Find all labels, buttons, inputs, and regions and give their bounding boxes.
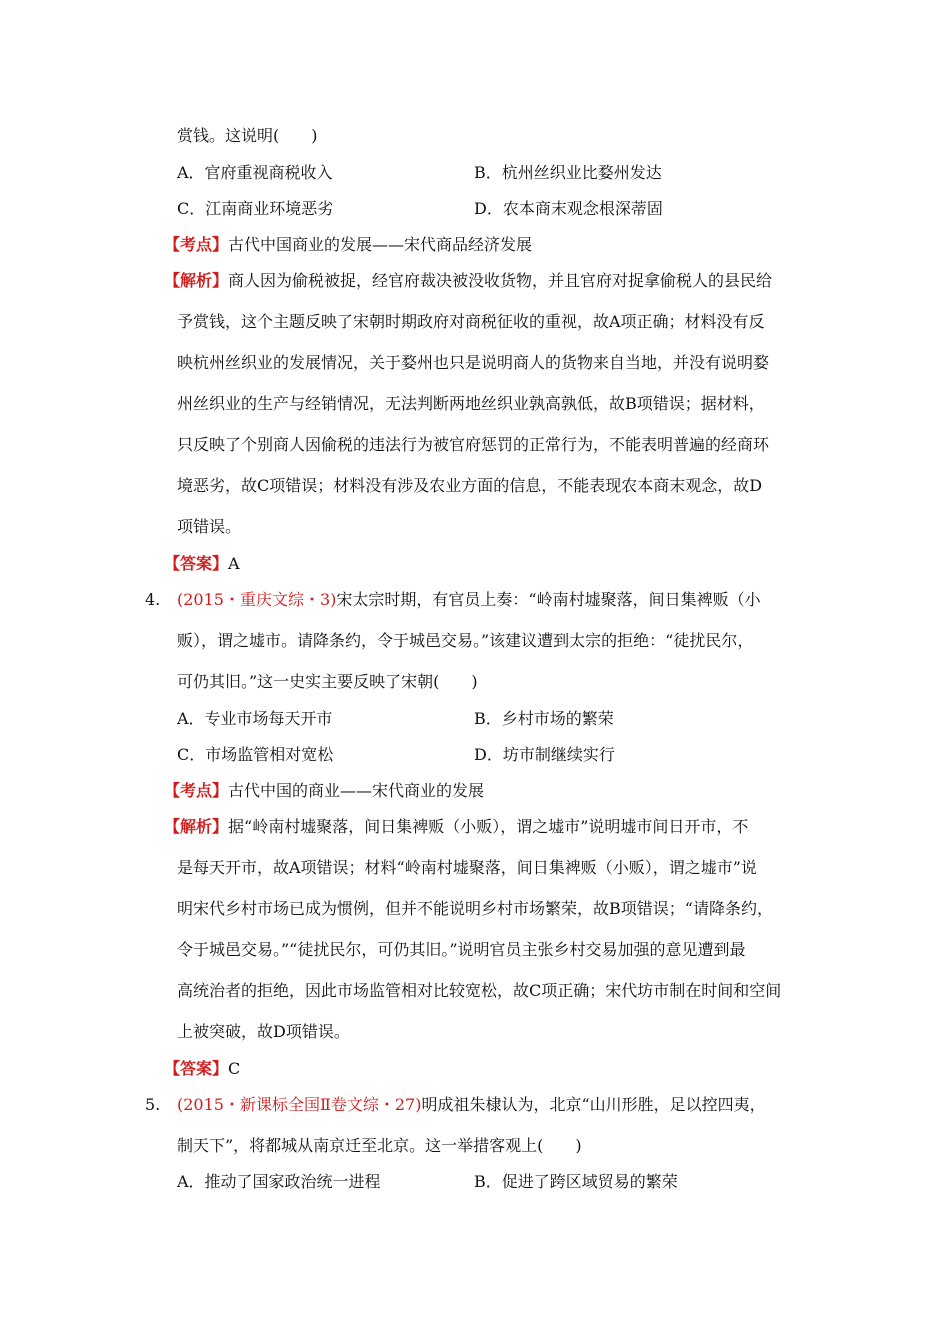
jiexi-line: 据“岭南村墟聚落，间日集裨贩（小贩），谓之墟市”说明墟市间日开市，不: [228, 817, 749, 836]
kaodian-tag: 【考点】: [164, 781, 229, 800]
q5-option-b: B．促进了跨区域贸易的繁荣: [474, 1172, 678, 1191]
jiexi-tag: 【解析】: [164, 271, 229, 290]
q3-option-a: A．官府重视商税收入: [177, 163, 333, 182]
q3-option-d: D．农本商末观念根深蒂固: [474, 199, 663, 218]
q5-source: (2015・新课标全国Ⅱ卷文综・27): [177, 1095, 422, 1114]
jiexi-line: 上被突破，故D项错误。: [177, 1022, 350, 1041]
q4-option-a: A．专业市场每天开市: [177, 709, 333, 728]
q4-stem-line: 宋太宗时期，有官员上奏：“岭南村墟聚落，间日集裨贩（小: [336, 590, 761, 609]
jiexi-line: 项错误。: [177, 517, 242, 536]
answer-value: A: [228, 554, 240, 573]
q4-jiexi-first: [164, 817, 748, 837]
q4-stem-first: [177, 590, 761, 610]
jiexi-line: 只反映了个别商人因偷税的违法行为被官府惩罚的正常行为，不能表明普遍的经商环: [177, 435, 770, 454]
kaodian-tag: 【考点】: [164, 235, 229, 254]
jiexi-line: 明宋代乡村市场已成为惯例，但并不能说明乡村市场繁荣，故B项错误；“请降条约，: [177, 899, 773, 918]
daan-tag: 【答案】: [164, 554, 229, 573]
q4-answer: [164, 1059, 240, 1079]
q4-source: (2015・重庆文综・3): [177, 590, 337, 609]
q4-kaodian: [164, 781, 484, 801]
jiexi-line: 州丝织业的生产与经销情况，无法判断两地丝织业孰高孰低，故B项错误；据材料，: [177, 394, 765, 413]
q5-option-a: A．推动了国家政治统一进程: [177, 1172, 381, 1191]
q3-answer: [164, 554, 240, 574]
daan-tag: 【答案】: [164, 1059, 229, 1078]
jiexi-line: 映杭州丝织业的发展情况，关于婺州也只是说明商人的货物来自当地，并没有说明婺: [177, 353, 770, 372]
jiexi-line: 商人因为偷税被捉，经官府裁决被没收货物，并且官府对捉拿偷税人的县民给: [228, 271, 773, 290]
q4-stem-line: 贩），谓之墟市。请降条约，令于城邑交易。”该建议遭到太宗的拒绝：“徒扰民尔，: [177, 631, 754, 650]
jiexi-tag: 【解析】: [164, 817, 229, 836]
jiexi-line: 予赏钱，这个主题反映了宋朝时期政府对商税征收的重视，故A项正确；材料没有反: [177, 312, 765, 331]
q5-stem-first: [177, 1095, 766, 1115]
q3-kaodian: [164, 235, 532, 255]
q5-stem-line: 制天下”，将都城从南京迁至北京。这一举措客观上( ): [177, 1136, 582, 1155]
jiexi-line: 令于城邑交易。”“徒扰民尔，可仍其旧。”说明官员主张乡村交易加强的意见遭到最: [177, 940, 746, 959]
q3-option-c: C．江南商业环境恶劣: [177, 199, 334, 218]
kaodian-text: 古代中国的商业——宋代商业的发展: [228, 781, 485, 800]
q5-number: 5.: [145, 1095, 161, 1114]
q4-stem-line: 可仍其旧。”这一史实主要反映了宋朝( ): [177, 672, 478, 691]
q4-option-c: C．市场监管相对宽松: [177, 745, 334, 764]
q3-option-b: B．杭州丝织业比婺州发达: [474, 163, 662, 182]
q3-jiexi-first: [164, 271, 772, 291]
kaodian-text: 古代中国商业的发展——宋代商品经济发展: [228, 235, 533, 254]
q5-stem-line: 明成祖朱棣认为，北京“山川形胜，足以控四夷，: [421, 1095, 766, 1114]
q3-stem-tail: 赏钱。这说明( ): [177, 126, 318, 145]
jiexi-line: 高统治者的拒绝，因此市场监管相对比较宽松，故C项正确；宋代坊市制在时间和空间: [177, 981, 782, 1000]
answer-value: C: [228, 1059, 241, 1078]
q4-number: 4.: [145, 590, 161, 609]
jiexi-line: 境恶劣，故C项错误；材料没有涉及农业方面的信息，不能表现农本商末观念，故D: [177, 476, 763, 495]
q4-option-b: B．乡村市场的繁荣: [474, 709, 614, 728]
jiexi-line: 是每天开市，故A项错误；材料“岭南村墟聚落，间日集裨贩（小贩），谓之墟市”说: [177, 858, 757, 877]
q4-option-d: D．坊市制继续实行: [474, 745, 615, 764]
